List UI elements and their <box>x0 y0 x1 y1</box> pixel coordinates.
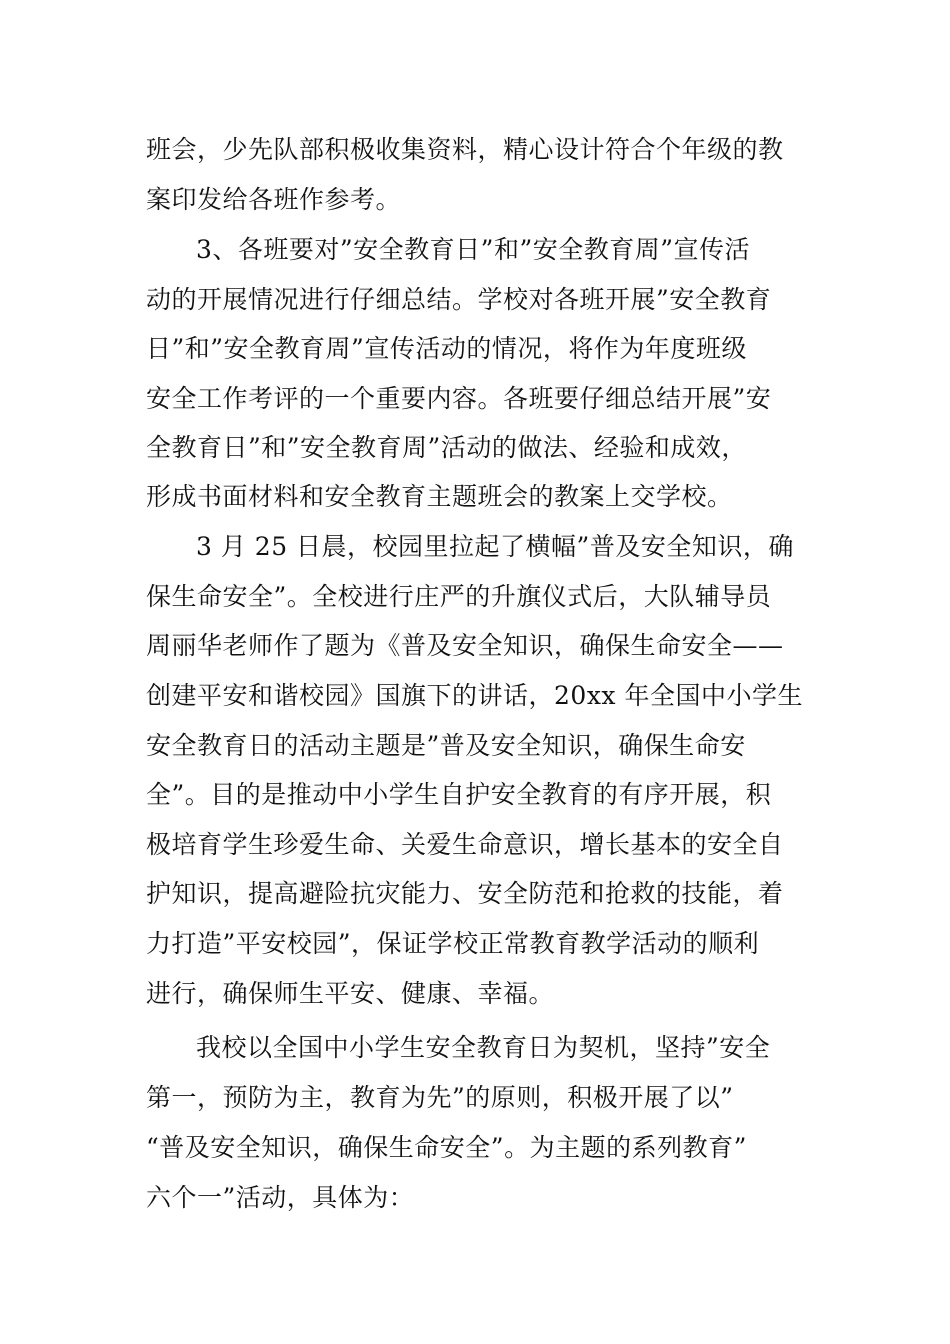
text-line: 动的开展情况进行仔细总结。学校对各班开展”安全教育 <box>146 285 772 314</box>
text-line: 保生命安全”。全校进行庄严的升旗仪式后，大队辅导员 <box>146 582 772 611</box>
text-line: 我校以全国中小学生安全教育日为契机，坚持”安全 <box>196 1033 771 1062</box>
text-line: 安全教育日的活动主题是”普及安全知识，确保生命安 <box>146 731 746 760</box>
text-line: 护知识，提高避险抗灾能力、安全防范和抢救的技能，着 <box>146 879 784 908</box>
text-line: 安全工作考评的一个重要内容。各班要仔细总结开展”安 <box>146 384 772 413</box>
text-line: 全”。目的是推动中小学生自护安全教育的有序开展，积 <box>146 780 772 809</box>
text-line: 案印发给各班作参考。 <box>146 185 402 214</box>
text-line: 周丽华老师作了题为《普及安全知识，确保生命安全—— <box>146 631 784 660</box>
text-line: 班会，少先队部积极收集资料，精心设计符合个年级的教 <box>146 135 784 164</box>
text-line: 3 月 25 日晨，校园里拉起了横幅”普及安全知识，确 <box>196 532 794 561</box>
text-line: 第一，预防为主，教育为先”的原则，积极开展了以” <box>146 1083 734 1112</box>
text-line: 日”和”安全教育周”宣传活动的情况，将作为年度班级 <box>146 334 747 363</box>
text-line: 力打造”平安校园”，保证学校正常教育教学活动的顺利 <box>146 929 760 958</box>
text-line: 创建平安和谐校园》国旗下的讲话，20xx 年全国中小学生 <box>146 681 803 710</box>
text-line: 形成书面材料和安全教育主题班会的教案上交学校。 <box>146 482 733 511</box>
text-line: 极培育学生珍爱生命、关爱生命意识，增长基本的安全自 <box>146 830 784 859</box>
text-line: 进行，确保师生平安、健康、幸福。 <box>146 979 555 1008</box>
text-line: 全教育日”和”安全教育周”活动的做法、经验和成效， <box>146 433 747 462</box>
text-line: 3、各班要对”安全教育日”和”安全教育周”宣传活 <box>196 235 751 264</box>
text-line: 六个一”活动，具体为： <box>146 1183 415 1212</box>
text-line: “普及安全知识，确保生命安全”。为主题的系列教育” <box>146 1133 747 1162</box>
